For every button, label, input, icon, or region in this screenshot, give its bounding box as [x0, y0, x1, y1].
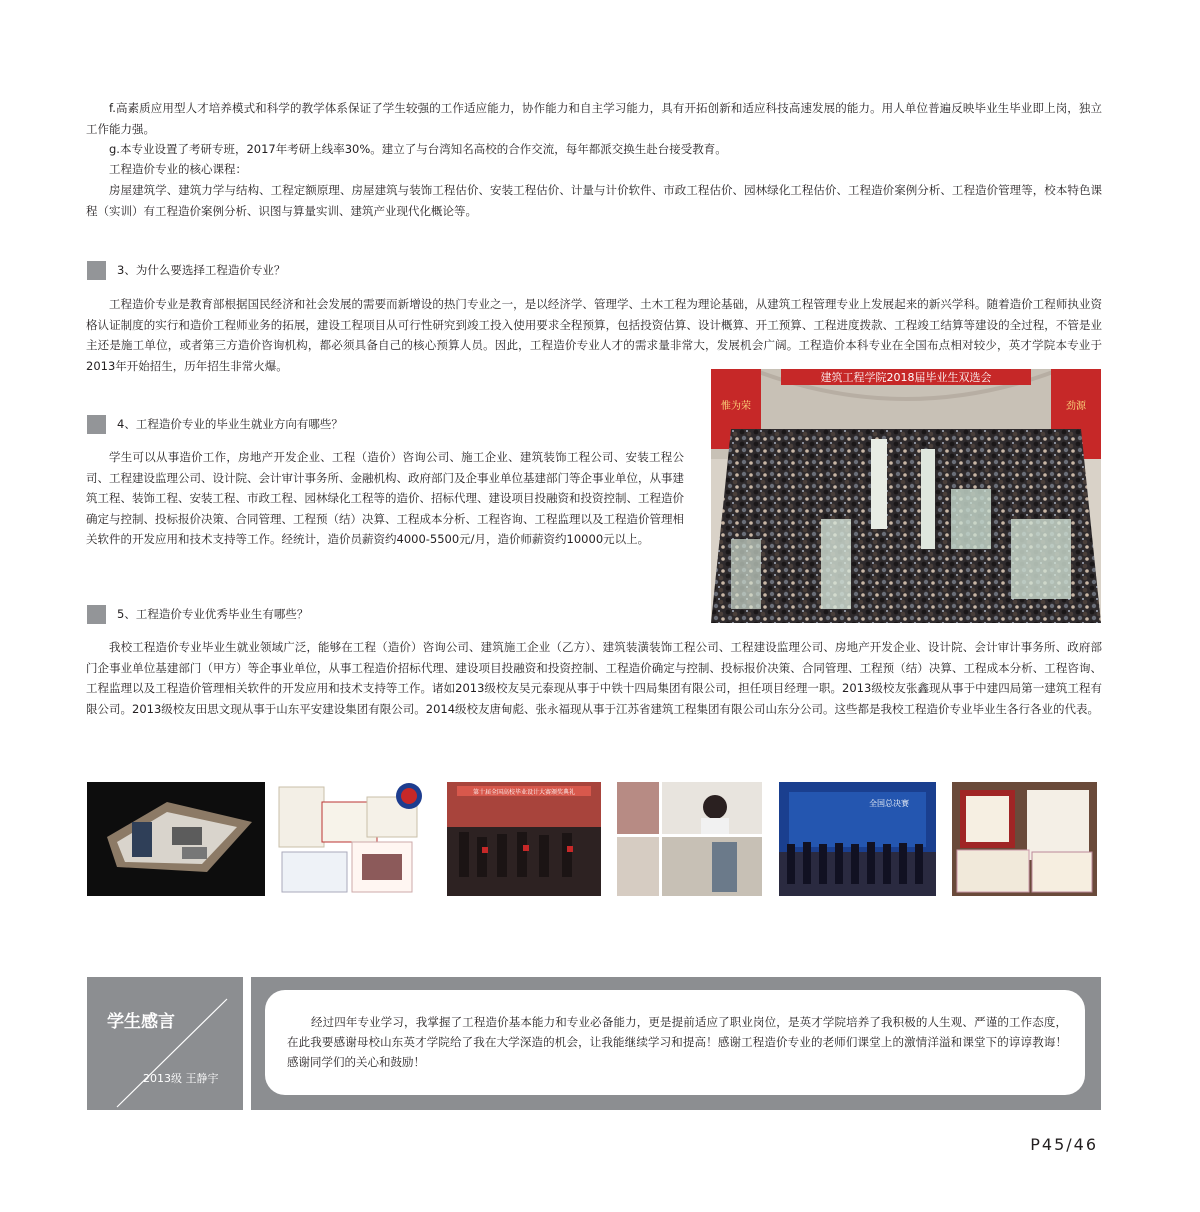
gallery-photo-award-ceremony	[447, 782, 601, 896]
testimonial-author: 2013级 王静宇	[143, 1072, 219, 1085]
testimonial-label-box	[87, 977, 243, 1110]
section-4-heading	[87, 414, 343, 434]
job-fair-banner: 建筑工程学院2018届毕业生双选会	[820, 371, 992, 384]
gallery-photo-lab-model	[87, 782, 265, 896]
section-5-body: 我校工程造价专业毕业生就业领域广泛，能够在工程（造价）咨询公司、建筑施工企业（乙方）、建筑装潢装饰工程公司、工程建设监理公司、房地产开发企业、设计院、会计审计事务所、政府部门企事业单位基建部门（甲方）等企事业单位，从事工程造价招标代理、建设项目投融资和投资控制、工程造价确定与控制、投标报价决策、合同管理、工程预（结）决算、工程成本分析、工程咨询、工程监理以及工程造价管理相关软件的开发应用和技术支持等工作。诸如2013级校友吴元泰现从事于中铁十四局集团有限公司，担任项目经理一职。2013级校友张鑫现从事于中建四局第一建筑工程有限公司。2013级校友田思文现从事于山东平安建设集团有限公司。2014级校友唐甸彪、张永福现从事于江苏省建筑工程集团有限公司山东分公司。这些都是我校工程造价专业毕业生各行各业的代表。	[86, 640, 1102, 716]
diagonal-line-icon	[87, 977, 243, 1110]
section-5-heading	[87, 604, 308, 624]
heading-square-icon	[87, 415, 106, 434]
gallery-photo-award-certificates	[952, 782, 1097, 896]
courses-title: 工程造价专业的核心课程：	[109, 162, 247, 176]
section-3-heading	[87, 260, 285, 280]
testimonial-quote-box	[251, 977, 1101, 1110]
gallery-photo-national-finals	[779, 782, 936, 896]
job-fair-left-banner: 惟为荣	[721, 401, 751, 412]
intro-point-f: f.高素质应用型人才培养模式和科学的教学体系保证了学生较强的工作适应能力，协作能力和自主学习能力，具有开拓创新和适应科技高速发展的能力。用人单位普遍反映毕业生毕业即上岗，独立工作能力强。	[86, 101, 1102, 136]
section-3-body: 工程造价专业是教育部根据国民经济和社会发展的需要而新增设的热门专业之一，是以经济学、管理学、土木工程为理论基础，从建筑工程管理专业上发展起来的新兴学科。随着造价工程师执业资格认证制度的实行和造价工程师业务的拓展，建设工程项目从可行性研究到竣工投入使用要求全程预算，包括投资估算、设计概算、开工预算、工程进度拨款、工程竣工结算等建设的全过程，不管是业主还是施工单位，或者第三方造价咨询机构，都必须具备自己的核心预算人员。因此，工程造价专业人才的需求量非常大，发展机会广阔。工程造价本科专业在全国布点相对较少，英才学院本专业于2013年开始招生，历年招生非常火爆。	[86, 297, 1102, 373]
finals-caption: 全国总决赛	[869, 799, 909, 808]
intro-point-g: g.本专业设置了考研专班，2017年考研上线率30%。建立了与台湾知名高校的合作交流，每年都派交换生赴台接受教育。	[109, 142, 727, 156]
testimonial-text: 经过四年专业学习，我掌握了工程造价基本能力和专业必备能力，更是提前适应了职业岗位，是英才学院培养了我积极的人生观、严谨的工作态度，在此我要感谢母校山东英才学院给了我在大学深造的机会，让我能继续学习和提高！感谢工程造价专业的老师们课堂上的激情洋溢和课堂下的谆谆教诲！感谢同学们的关心和鼓励！	[287, 1015, 1067, 1069]
award-banner-text: 第十届全国高校毕业设计大赛颁奖典礼	[472, 789, 576, 796]
section-4-body: 学生可以从事造价工作，房地产开发企业、工程（造价）咨询公司、施工企业、建筑装饰工程公司、安装工程公司、工程建设监理公司、设计院、会计审计事务所、金融机构、政府部门及企事业单位基建部门等企事业单位，从事建筑工程、装饰工程、安装工程、市政工程、园林绿化工程等的造价、招标代理、建设项目投融资和投资控制、工程造价确定与控制、投标报价决策、合同管理、工程预（结）决算、工程成本分析、工程咨询、工程监理以及工程造价管理相关软件的开发应用和技术支持等工作。经统计，造价员薪资约4000-5500元/月，造价师薪资约10000元以上。	[86, 450, 684, 546]
section-3-title: 3、为什么要选择工程造价专业？	[117, 263, 286, 277]
job-fair-photo	[711, 369, 1101, 623]
section-5-title: 5、工程造价专业优秀毕业生有哪些？	[117, 607, 309, 621]
section-4-title: 4、工程造价专业的毕业生就业方向有哪些？	[117, 417, 343, 431]
courses-text: 房屋建筑学、建筑力学与结构、工程定额原理、房屋建筑与装饰工程估价、安装工程估价、计量与计价软件、市政工程估价、园林绿化工程估价、工程造价案例分析、工程造价管理等，校本特色课程（实训）有工程造价案例分析、识图与算量实训、建筑产业现代化概论等。	[86, 183, 1102, 218]
page-number: P45/46	[1030, 1135, 1098, 1154]
gallery-photo-certificates	[277, 782, 432, 896]
testimonial-title: 学生感言	[107, 1012, 175, 1032]
job-fair-right-banner: 劲源	[1066, 401, 1086, 412]
testimonial-quote-card	[265, 990, 1085, 1095]
heading-square-icon	[87, 605, 106, 624]
heading-square-icon	[87, 261, 106, 280]
gallery-photo-collage	[617, 782, 762, 896]
